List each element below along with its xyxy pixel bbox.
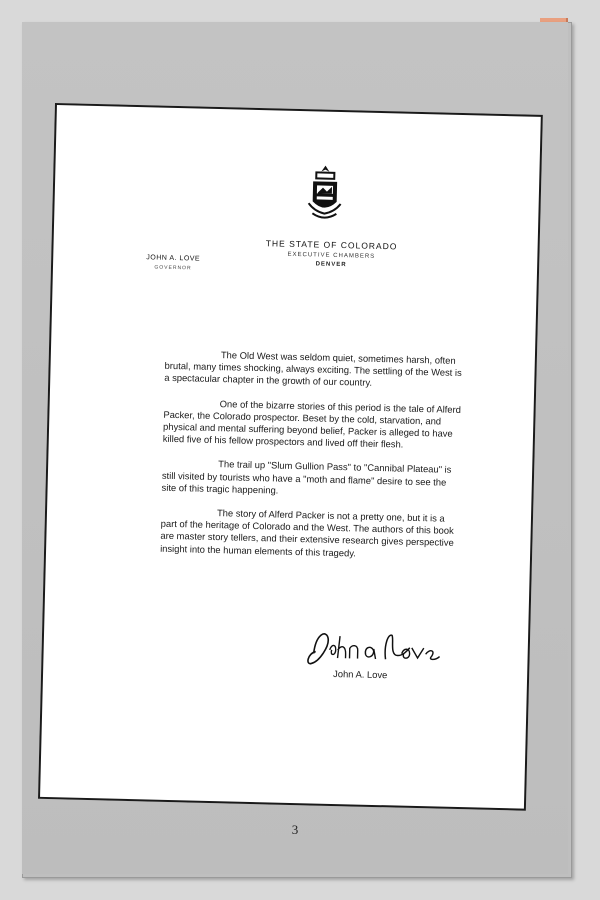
letter-sheet (38, 103, 543, 811)
paragraph-4: The story of Alferd Packer is not a pretty one, but it is a part of the heritage of Colorado and the West. The authors of this book are master story tellers, and their extensive research gives perspective insight into the human elements of this tragedy. (160, 507, 454, 559)
letterhead-office: EXECUTIVE CHAMBERS (287, 251, 376, 260)
page-number: 3 (291, 822, 299, 837)
paragraph-1: The Old West was seldom quiet, sometimes harsh, often brutal, many times shocking, always exciting. The settling of the West is a spectacular chapter in the growth of our country. (164, 349, 462, 389)
governor-name: JOHN A. LOVE (146, 254, 201, 263)
handwritten-signature (305, 623, 446, 672)
paragraph-3: The trail up "Slum Gullion Pass" to "Cannibal Plateau" is still visited by tourists who have a "moth and flame" desire to see the site of this tragic happening. (161, 458, 452, 496)
letterhead-state: THE STATE OF COLORADO (265, 238, 398, 252)
signer-name: John A. Love (333, 667, 388, 681)
letterhead-city: DENVER (315, 261, 347, 269)
governor-title: GOVERNOR (154, 264, 192, 272)
colorado-seal-icon (302, 163, 348, 230)
paragraph-2: One of the bizarre stories of this period is the tale of Alferd Packer, the Colorado prospector. Beset by the cold, starvation, and physical and mental suffering beyond belief, Packer is alleged to have killed five of his fellow prospectors and lived off their flesh. (162, 397, 462, 450)
letter-body (160, 348, 465, 574)
